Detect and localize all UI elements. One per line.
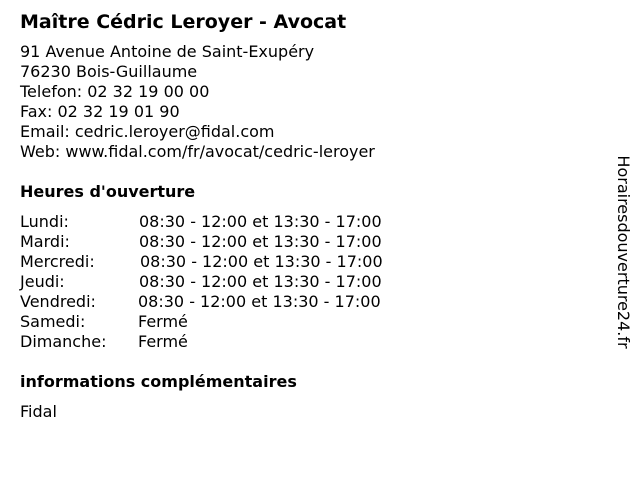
phone-number: Telefon: 02 32 19 00 00 bbox=[20, 82, 210, 101]
day-label: Mardi: bbox=[20, 232, 70, 251]
page-title: Maître Cédric Leroyer - Avocat bbox=[20, 11, 347, 33]
business-card bbox=[20, 9, 600, 422]
hours-row-saturday bbox=[20, 312, 600, 332]
city-address: 76230 Bois-Guillaume bbox=[20, 62, 198, 81]
email-address: Email: cedric.leroyer@fidal.com bbox=[20, 122, 275, 141]
day-hours: 08:30 - 12:00 et 13:30 - 17:00 bbox=[139, 212, 382, 231]
day-label: Lundi: bbox=[20, 212, 69, 231]
hours-row-sunday bbox=[20, 332, 600, 352]
day-hours: 08:30 - 12:00 et 13:30 - 17:00 bbox=[138, 292, 381, 311]
hours-row-thursday bbox=[20, 272, 600, 292]
hours-row-monday bbox=[20, 212, 600, 232]
day-hours: 08:30 - 12:00 et 13:30 - 17:00 bbox=[140, 252, 383, 271]
hours-row-friday bbox=[20, 292, 600, 312]
day-hours: Fermé bbox=[138, 332, 188, 351]
day-hours: 08:30 - 12:00 et 13:30 - 17:00 bbox=[139, 232, 382, 251]
day-label: Jeudi: bbox=[20, 272, 65, 291]
website-address: Web: www.fidal.com/fr/avocat/cedric-leroyer bbox=[20, 142, 375, 161]
street-address: 91 Avenue Antoine de Saint-Exupéry bbox=[20, 42, 315, 61]
site-watermark: Horairesdouverture24.fr bbox=[614, 155, 633, 349]
day-label: Vendredi: bbox=[20, 292, 96, 311]
day-label: Samedi: bbox=[20, 312, 86, 331]
hours-row-wednesday bbox=[20, 252, 600, 272]
info-heading: informations complémentaires bbox=[20, 372, 297, 391]
contact-block bbox=[20, 42, 600, 162]
hours-table bbox=[20, 212, 600, 352]
day-hours: Fermé bbox=[138, 312, 188, 331]
day-label: Dimanche: bbox=[20, 332, 107, 351]
fax-number: Fax: 02 32 19 01 90 bbox=[20, 102, 180, 121]
info-text: Fidal bbox=[20, 402, 57, 421]
hours-heading: Heures d'ouverture bbox=[20, 182, 196, 201]
day-label: Mercredi: bbox=[20, 252, 95, 271]
hours-row-tuesday bbox=[20, 232, 600, 252]
day-hours: 08:30 - 12:00 et 13:30 - 17:00 bbox=[139, 272, 382, 291]
